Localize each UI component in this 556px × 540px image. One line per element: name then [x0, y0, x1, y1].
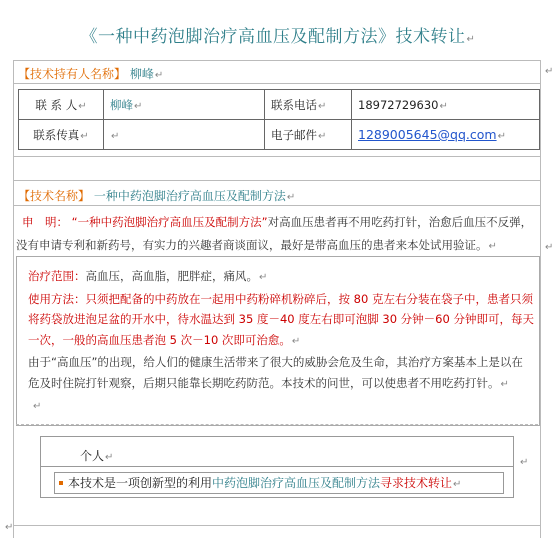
statement-paragraph [16, 211, 542, 258]
contact-person-value: 柳峰 [110, 97, 133, 112]
details-text [28, 266, 534, 418]
empty-line [28, 395, 534, 418]
divider-line [13, 83, 541, 84]
contact-email-label-cell [265, 120, 352, 150]
contact-fax-value-cell [104, 120, 265, 150]
tech-name-value: 一种中药泡脚治疗高血压及配制方法 [93, 189, 286, 203]
frame-right-border [540, 60, 541, 538]
usage-paragraph [28, 289, 534, 353]
contact-table [18, 89, 540, 150]
background-paragraph [28, 352, 534, 395]
claim-prefix: 本技术是一项创新型的利用 [68, 476, 213, 490]
personal-divider [40, 466, 514, 467]
paragraph-mark-icon: ↵ [111, 130, 120, 142]
paragraph-mark-icon: ↵ [33, 401, 42, 412]
statement-text: 对高血压患者再不用吃药打针，治愈后血压不反弹，没有申请专利和新药号，有实力的兴趣者商谈面议，最好是带高血压的患者来本处试用验证。 [16, 215, 533, 252]
paragraph-mark-icon: ↵ [154, 70, 164, 81]
contact-person-label: 联 系 人 [35, 97, 78, 112]
contact-fax-label-cell [19, 120, 104, 150]
title-text: 《一种中药泡脚治疗高血压及配制方法》技术转让 [80, 27, 466, 47]
frame-bottom-border [13, 525, 541, 526]
holder-value: 柳峰 [129, 67, 154, 81]
statement-quoted-title: “一种中药泡脚治疗高血压及配制方法” [71, 215, 268, 229]
divider-line [13, 205, 541, 206]
paragraph-mark-icon: ↵ [5, 522, 14, 533]
scope-label: 治疗范围： [28, 269, 86, 283]
usage-label: 使用方法： [28, 291, 86, 306]
divider-line [13, 180, 541, 181]
tech-name-row [18, 187, 295, 204]
frame-left-border [13, 60, 14, 538]
holder-row [18, 65, 163, 82]
frame-top-border [13, 60, 541, 61]
personal-claim [54, 472, 504, 494]
paragraph-mark-icon: ↵ [545, 66, 554, 77]
contact-person-label-cell [19, 90, 104, 120]
contact-phone-value: 18972729630 [358, 97, 439, 112]
paragraph-mark-icon: ↵ [134, 100, 143, 112]
bullet-icon [59, 481, 63, 485]
contact-phone-label-cell [265, 90, 352, 120]
contact-email-value-cell [352, 120, 540, 150]
paragraph-mark-icon: ↵ [466, 34, 476, 45]
contact-phone-value-cell [352, 90, 540, 120]
contact-person-value-cell [104, 90, 265, 120]
paragraph-mark-icon: ↵ [500, 378, 509, 390]
contact-phone-label: 联系电话 [271, 97, 317, 112]
contact-email-label: 电子邮件 [271, 127, 317, 142]
paragraph-mark-icon: ↵ [78, 100, 87, 112]
tech-name-label: 【技术名称】 [18, 189, 91, 203]
table-row [19, 120, 540, 150]
paragraph-mark-icon: ↵ [80, 130, 89, 142]
scope-text: 高血压，高血脂，肥胖症，痛风。 [85, 269, 258, 283]
holder-label: 【技术持有人名称】 [18, 67, 127, 81]
page-title [0, 22, 556, 47]
dashed-divider [16, 424, 538, 425]
paragraph-mark-icon: ↵ [497, 131, 506, 142]
email-link[interactable]: 1289005645@qq.com [358, 127, 497, 142]
background-text: 由于“高血压”的出现，给人们的健康生活带来了很大的威胁会危及生命，其治疗方案基本上是以在危及时住院打针观察，后期只能靠长期吃药防范。本技术的问世，可以使患者不用吃药打针。 [28, 355, 523, 390]
paragraph-mark-icon: ↵ [291, 335, 301, 347]
paragraph-mark-icon: ↵ [286, 192, 296, 203]
table-row [19, 90, 540, 120]
usage-text: 只须把配备的中药放在一起用中药粉碎机粉碎后，按 80 克左右分装在袋子中，患者只须将药袋放进泡足盆的开水中，待水温达到 35 度－40 度左右即可泡脚 30 分钟－60 分钟即可，每天一次，一般的高血压患者泡 5 次－10 次即可治愈。 [28, 291, 534, 347]
paragraph-mark-icon: ↵ [439, 100, 448, 112]
personal-label-text: 个人 [80, 449, 105, 463]
contact-fax-label: 联系传真 [33, 127, 80, 142]
divider-line [13, 156, 541, 157]
scope-line [28, 266, 534, 289]
paragraph-mark-icon: ↵ [520, 457, 529, 468]
paragraph-mark-icon: ↵ [545, 242, 554, 253]
paragraph-mark-icon: ↵ [105, 452, 114, 463]
claim-tech-name: 中药泡脚治疗高血压及配制方法 [212, 476, 381, 490]
claim-suffix: 寻求技术转让 [380, 476, 453, 490]
personal-label [80, 447, 113, 464]
paragraph-mark-icon: ↵ [453, 479, 462, 490]
statement-label: 申 明： [22, 215, 68, 229]
paragraph-mark-icon: ↵ [318, 100, 327, 112]
paragraph-mark-icon: ↵ [488, 241, 497, 252]
paragraph-mark-icon: ↵ [259, 272, 268, 283]
paragraph-mark-icon: ↵ [318, 130, 327, 142]
